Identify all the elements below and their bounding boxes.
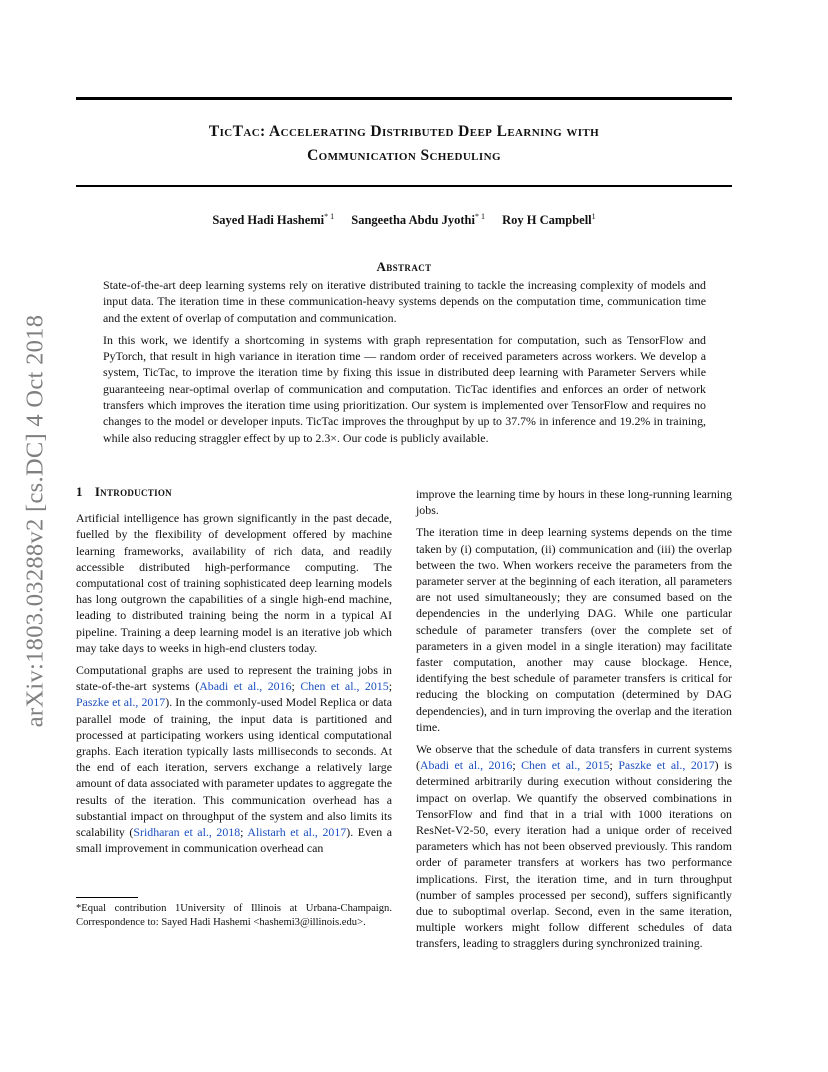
- citation-link[interactable]: Chen et al., 2015: [521, 758, 610, 773]
- intro-paragraph-4: We observe that the schedule of data transfers in current systems (Abadi et al., 2016; Chen et al., 2015; Paszke et al., 2017) is determined arbitrarily during execution without considering the impact on overlap. We quantify the observed combinations in TensorFlow and find that in a trial with 1000 iterations on ResNet-V2-50, every iteration had a unique order of received parameters which has not been observed previously. This random order of parameter transfers at workers has two performance implications. First, the iteration time, and in turn throughput (number of samples processed per second), suffers significantly due to suboptimal overlap. Second, even in the same iteration, multiple workers might follow different schedules of data transfers, leading to stragglers during synchronized training.: [416, 742, 733, 951]
- title-line-2: Communication Scheduling: [307, 147, 501, 164]
- abstract-paragraph-2: In this work, we identify a shortcoming in systems with graph representation for computation, such as TensorFlow and PyTorch, that result in high variance in iteration time — random order of received parameters across workers. We develop a system, TicTac, to improve the iteration time by fixing this issue in distributed deep learning with Parameter Servers while guaranteeing near-optimal overlap of communication and computation. TicTac identifies and enforces an order of network transfers which improves the iteration time using prioritization. Our system is implemented over TensorFlow and requires no changes to the model or developer inputs. TicTac improves the throughput by up to 37.7% in inference and 19.2% in training, while also reducing straggler effect by up to 2.3×. Our code is publicly available.: [103, 332, 706, 445]
- intro-paragraph-2: Computational graphs are used to represent the training jobs in state-of-the-art systems (Abadi et al., 2016; Chen et al., 2015; Paszke et al., 2017). In the commonly-used Model Replica or data parallel mode of training, the input data is partitioned and processed at participating workers using identical computational graphs. Each iteration typically lasts milliseconds to seconds. At the end of each iteration, servers exchange a relatively large amount of data associated with parameter updates to aggregate the results of the iteration. This communication overhead has a substantial impact on throughput of the system and also limits its scalability (Sridharan et al., 2018; Alistarh et al., 2017). Even a small improvement in communication overhead can: [76, 663, 393, 856]
- arxiv-identifier: [19, 290, 51, 752]
- footnote: *Equal contribution 1University of Illinois at Urbana-Champaign. Correspondence to: Sayed Hadi Hashemi <hashemi3@illinois.edu>.: [76, 903, 392, 928]
- section-number: 1: [76, 484, 83, 499]
- citation-link[interactable]: Paszke et al., 2017: [76, 695, 166, 710]
- citation-link[interactable]: Alistarh et al., 2017: [247, 825, 347, 840]
- author-3: Roy H Campbell$^1$: [502, 212, 596, 228]
- intro-paragraph-1: Artificial intelligence has grown significantly in the past decade, fuelled by the flexibility of development offered by machine learning frameworks, availability of rich data, and readily accessible distributed high-performance computing. The computational cost of training sophisticated deep learning models has long outgrown the capabilities of a single high-end machine, leading to distributed training being the norm in a typical AI pipeline. Training a deep learning model is an iterative job which may take days to weeks in high-end clusters today.: [76, 511, 392, 655]
- author-list: [76, 212, 732, 228]
- right-column: [416, 486, 732, 958]
- citation-link[interactable]: Sridharan et al., 2018: [133, 825, 241, 840]
- title-bottom-rule: [76, 185, 732, 187]
- author-2: Sangeetha Abdu Jyothi$^{* 1}$: [351, 212, 485, 228]
- citation-link[interactable]: Abadi et al., 2016: [419, 758, 513, 773]
- left-column: [76, 484, 392, 862]
- abstract-heading: Abstract: [376, 259, 432, 274]
- citation-link[interactable]: Abadi et al., 2016: [199, 679, 292, 694]
- citation-link[interactable]: Chen et al., 2015: [300, 679, 389, 694]
- paper-title: [76, 120, 732, 168]
- abstract: [103, 277, 706, 452]
- author-1: Sayed Hadi Hashemi$^{* 1}$: [212, 212, 335, 228]
- arxiv-identifier-text: arXiv:1803.03288v2 [cs.DC] 4 Oct 2018: [21, 314, 49, 728]
- intro-paragraph-continued: improve the learning time by hours in these long-running learning jobs.: [416, 487, 732, 518]
- citation-link[interactable]: Paszke et al., 2017: [618, 758, 715, 773]
- title-top-rule: [76, 97, 732, 100]
- section-title: Introduction: [94, 484, 172, 499]
- intro-paragraph-3: The iteration time in deep learning systems depends on the time taken by (i) computation, (ii) communication and (iii) the overlap between the two. When workers receive the parameters from the parameter server at the beginning of each iteration, all parameters are not used simultaneously; they are consumed based on the dependencies in the underlying DAG. While one particular schedule of parameter transfers (over the complete set of parameters in a given model in a single iteration) may facilitate faster computation, another may cause blockage. Hence, identifying the best schedule of parameter transfers is critical for reducing the blocking on computation (determined by DAG dependencies), and in turn improving the overlap and the iteration time.: [416, 525, 732, 734]
- abstract-paragraph-1: State-of-the-art deep learning systems rely on iterative distributed training to tackle the increasing complexity of models and input data. The iteration time in these communication-heavy systems depends on the computation time, communication time and the extent of overlap of computation and communication.: [103, 278, 706, 325]
- footnote-rule: [76, 897, 138, 898]
- section-heading: [76, 484, 392, 500]
- title-line-1: TicTac: Accelerating Distributed Deep Learning with: [208, 123, 600, 140]
